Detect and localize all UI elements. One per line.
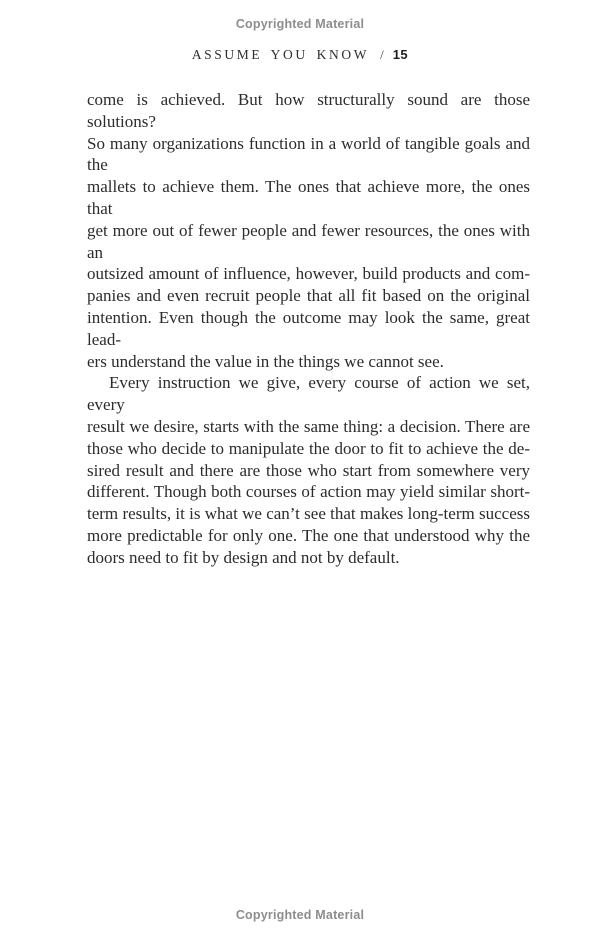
text-line: come is achieved. But how structurally sound are those solutions? [87, 90, 530, 131]
text-line: intention. Even though the outcome may look the same, great lead- [87, 307, 530, 349]
copyright-notice-bottom: Copyrighted Material [235, 908, 365, 922]
paragraph [87, 372, 530, 568]
text-line: result we desire, starts with the same thing: a decision. There are [87, 416, 530, 436]
text-line: those who decide to manipulate the door to fit to achieve the de- [87, 438, 530, 458]
text-line: outsized amount of influence, however, build products and com- [87, 264, 530, 284]
paragraph [87, 89, 530, 372]
text-line: Every instruction we give, every course of action we set, every [87, 373, 530, 415]
text-line: get more out of fewer people and fewer resources, the ones with an [87, 220, 530, 262]
text-line: doors need to fit by design and not by default. [87, 547, 400, 567]
text-line: ers understand the value in the things we cannot see. [87, 351, 444, 371]
text-line: panies and even recruit people that all fit based on the original [87, 286, 530, 306]
text-line: different. Though both courses of action may yield similar short- [87, 482, 530, 502]
running-head-separator: / [380, 47, 384, 62]
text-line: So many organizations function in a world of tangible goals and the [87, 133, 530, 175]
text-line: sired result and there are those who start from somewhere very [87, 460, 530, 480]
copyright-notice-top: Copyrighted Material [235, 17, 365, 31]
body-text [87, 89, 530, 569]
text-line: mallets to achieve them. The ones that achieve more, the ones that [87, 177, 530, 218]
running-head [0, 46, 600, 64]
text-line: term results, it is what we can’t see that makes long-term success [87, 504, 530, 524]
chapter-title: ASSUME YOU KNOW [191, 47, 370, 62]
page-number: 15 [392, 47, 409, 62]
text-line: more predictable for only one. The one that understood why the [87, 525, 530, 545]
